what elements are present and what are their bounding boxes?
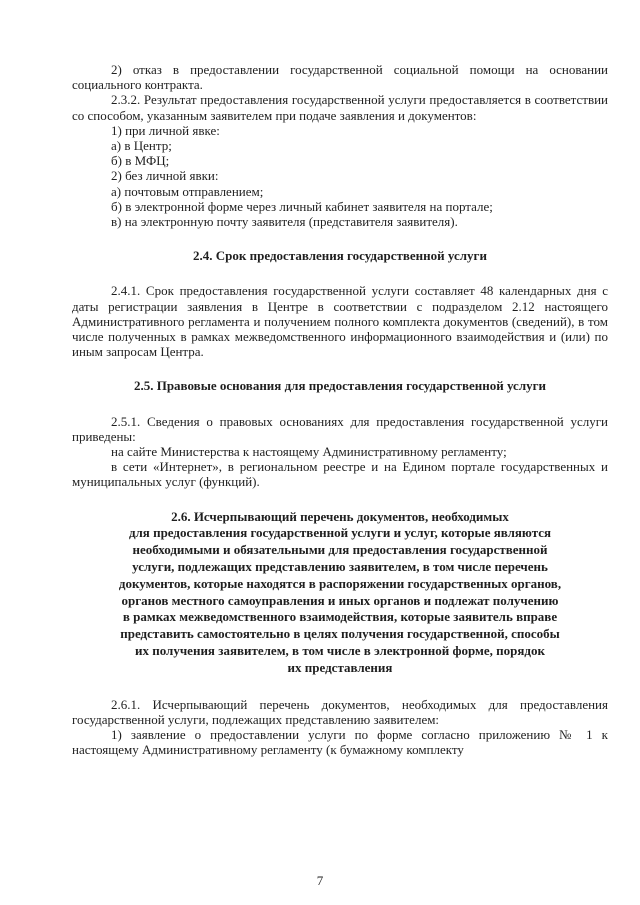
paragraph-2-6-1: 2.6.1. Исчерпывающий перечень документов, необходимых для предоставления государственной услуги, подлежащих представлению заявителем: <box>72 696 608 727</box>
heading-line: необходимыми и обязательными для предоставления государственной <box>132 542 548 558</box>
heading-line: представить самостоятельно в целях получения государственной, способы <box>120 626 560 642</box>
paragraph-2-6-1-item-1: 1) заявление о предоставлении услуги по форме согласно приложению № 1 к настоящему Административному регламенту (к бумажному комплекту <box>72 727 608 758</box>
paragraph-2-3-2: 2.3.2. Результат предоставления государственной услуги предоставляется в соответствии со способом, указанным заявителем при подаче заявления и документов: <box>72 92 608 123</box>
legal-basis-item: на сайте Министерства к настоящему Административному регламенту; <box>111 444 507 460</box>
legal-basis-item: в сети «Интернет», в региональном реестре и на Едином портале государственных и муниципальных услуг (функций). <box>72 459 608 490</box>
heading-line: услуги, подлежащих представлению заявителем, в том числе перечень <box>132 559 548 575</box>
paragraph-2-5-1: 2.5.1. Сведения о правовых основаниях для предоставления государственной услуги приведены: <box>72 413 608 444</box>
document-body <box>72 62 608 757</box>
heading-line: документов, которые находятся в распоряжении государственных органов, <box>118 575 562 591</box>
heading-line: их представления <box>287 659 393 675</box>
delivery-item: 1) при личной явке: <box>111 122 220 138</box>
delivery-item: 2) без личной явки: <box>111 168 219 184</box>
paragraph-refusal: 2) отказ в предоставлении государственной социальной помощи на основании социального контракта. <box>72 62 608 93</box>
section-heading-2-6 <box>72 509 608 677</box>
delivery-item: а) почтовым отправлением; <box>111 183 264 199</box>
heading-line: их получения заявителем, в том числе в электронной форме, порядок <box>135 643 545 659</box>
heading-line: 2.6. Исчерпывающий перечень документов, необходимых <box>171 508 509 524</box>
delivery-item: б) в электронной форме через личный кабинет заявителя на портале; <box>111 198 493 214</box>
heading-line: органов местного самоуправления и иных органов и подлежат получению <box>121 592 559 608</box>
heading-line: в рамках межведомственного взаимодействия, которые заявитель вправе <box>122 609 558 625</box>
delivery-item: в) на электронную почту заявителя (представителя заявителя). <box>111 214 458 230</box>
page-number: 7 <box>316 873 324 888</box>
paragraph-2-4-1: 2.4.1. Срок предоставления государственной услуги составляет 48 календарных дня с даты регистрации заявления в Центре в соответствии с подразделом 2.12 настоящего Административного регламента и получением полного комплекта документов (сведений), в том числе полученных в рамках межведомственного информационного взаимодействия и (или) по иным запросам Центра. <box>72 283 608 360</box>
section-heading-2-5: 2.5. Правовые основания для предоставления государственной услуги <box>133 378 547 394</box>
delivery-item: б) в МФЦ; <box>111 153 170 169</box>
heading-line: для предоставления государственной услуги и услуг, которые являются <box>128 525 552 541</box>
section-heading-2-4: 2.4. Срок предоставления государственной услуги <box>193 248 487 264</box>
delivery-item: а) в Центр; <box>111 138 172 154</box>
